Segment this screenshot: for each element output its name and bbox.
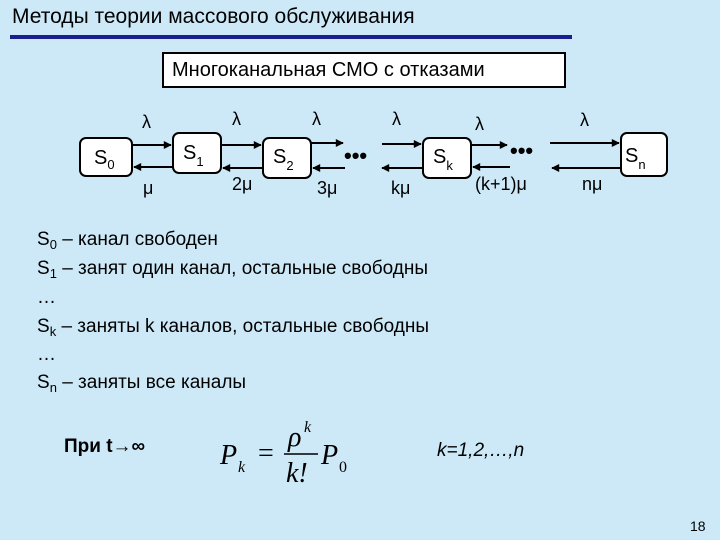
formula-range: k=1,2,…,n xyxy=(437,440,525,461)
rate-forward-label: λ xyxy=(312,109,321,129)
state-sn-label: $S_n$ xyxy=(625,145,646,172)
state-description-s1: $S_1$ – занят один канал, остальные свободны xyxy=(37,258,429,281)
state-s0 xyxy=(80,138,132,176)
page-title: Методы теории массового обслуживания xyxy=(12,5,415,28)
state-s0-label: $S_0$ xyxy=(94,147,115,172)
state-s2 xyxy=(263,138,311,178)
state-description-sn: $S_n$ – заняты все каналы xyxy=(37,372,247,395)
page-number: 18 xyxy=(690,518,706,534)
formula-rhs-sub: 0 xyxy=(339,459,347,476)
ellipsis-1: ••• xyxy=(344,143,368,168)
formula-lhs: P xyxy=(220,440,238,471)
formula-lhs-sub: k xyxy=(238,459,246,476)
state-sk-label: $S_k$ xyxy=(433,146,453,173)
rate-forward-label: λ xyxy=(580,110,589,130)
slide-subtitle-box: Многоканальная СМО с отказами xyxy=(162,52,566,88)
rate-backward-label: nμ xyxy=(582,174,603,194)
rate-forward-label: λ xyxy=(232,109,241,129)
formula-denominator: k! xyxy=(286,458,308,488)
rate-backward-label: 3μ xyxy=(317,178,338,198)
limit-label: При t→∞ xyxy=(64,436,146,457)
state-description-s0: $S_0$ – канал свободен xyxy=(37,229,218,252)
state-s1 xyxy=(173,133,221,173)
formula-numerator: ρ xyxy=(288,422,302,453)
state-s2-label: $S_2$ xyxy=(273,146,294,173)
rate-backward-label: kμ xyxy=(391,178,411,198)
rate-forward-label: λ xyxy=(142,112,151,132)
rate-backward-label: μ xyxy=(143,178,154,198)
formula-equals: = xyxy=(258,438,274,469)
probability-formula xyxy=(218,418,358,488)
rate-forward-label: λ xyxy=(392,109,401,129)
state-description-ellipsis: … xyxy=(37,344,56,365)
ellipsis-2: ••• xyxy=(510,138,534,163)
rate-forward-label: λ xyxy=(475,114,484,134)
state-description-ellipsis: … xyxy=(37,287,56,308)
rate-backward-label: 2μ xyxy=(232,174,253,194)
formula-rhs: P xyxy=(321,440,339,471)
state-description-sk: $S_k$ – заняты k каналов, остальные свободны xyxy=(37,316,429,339)
rate-backward-label: (k+1)μ xyxy=(475,174,527,194)
state-s1-label: $S_1$ xyxy=(183,142,204,169)
state-sn xyxy=(621,133,667,176)
formula-numerator-sup: k xyxy=(304,419,312,436)
state-sk xyxy=(423,138,471,178)
